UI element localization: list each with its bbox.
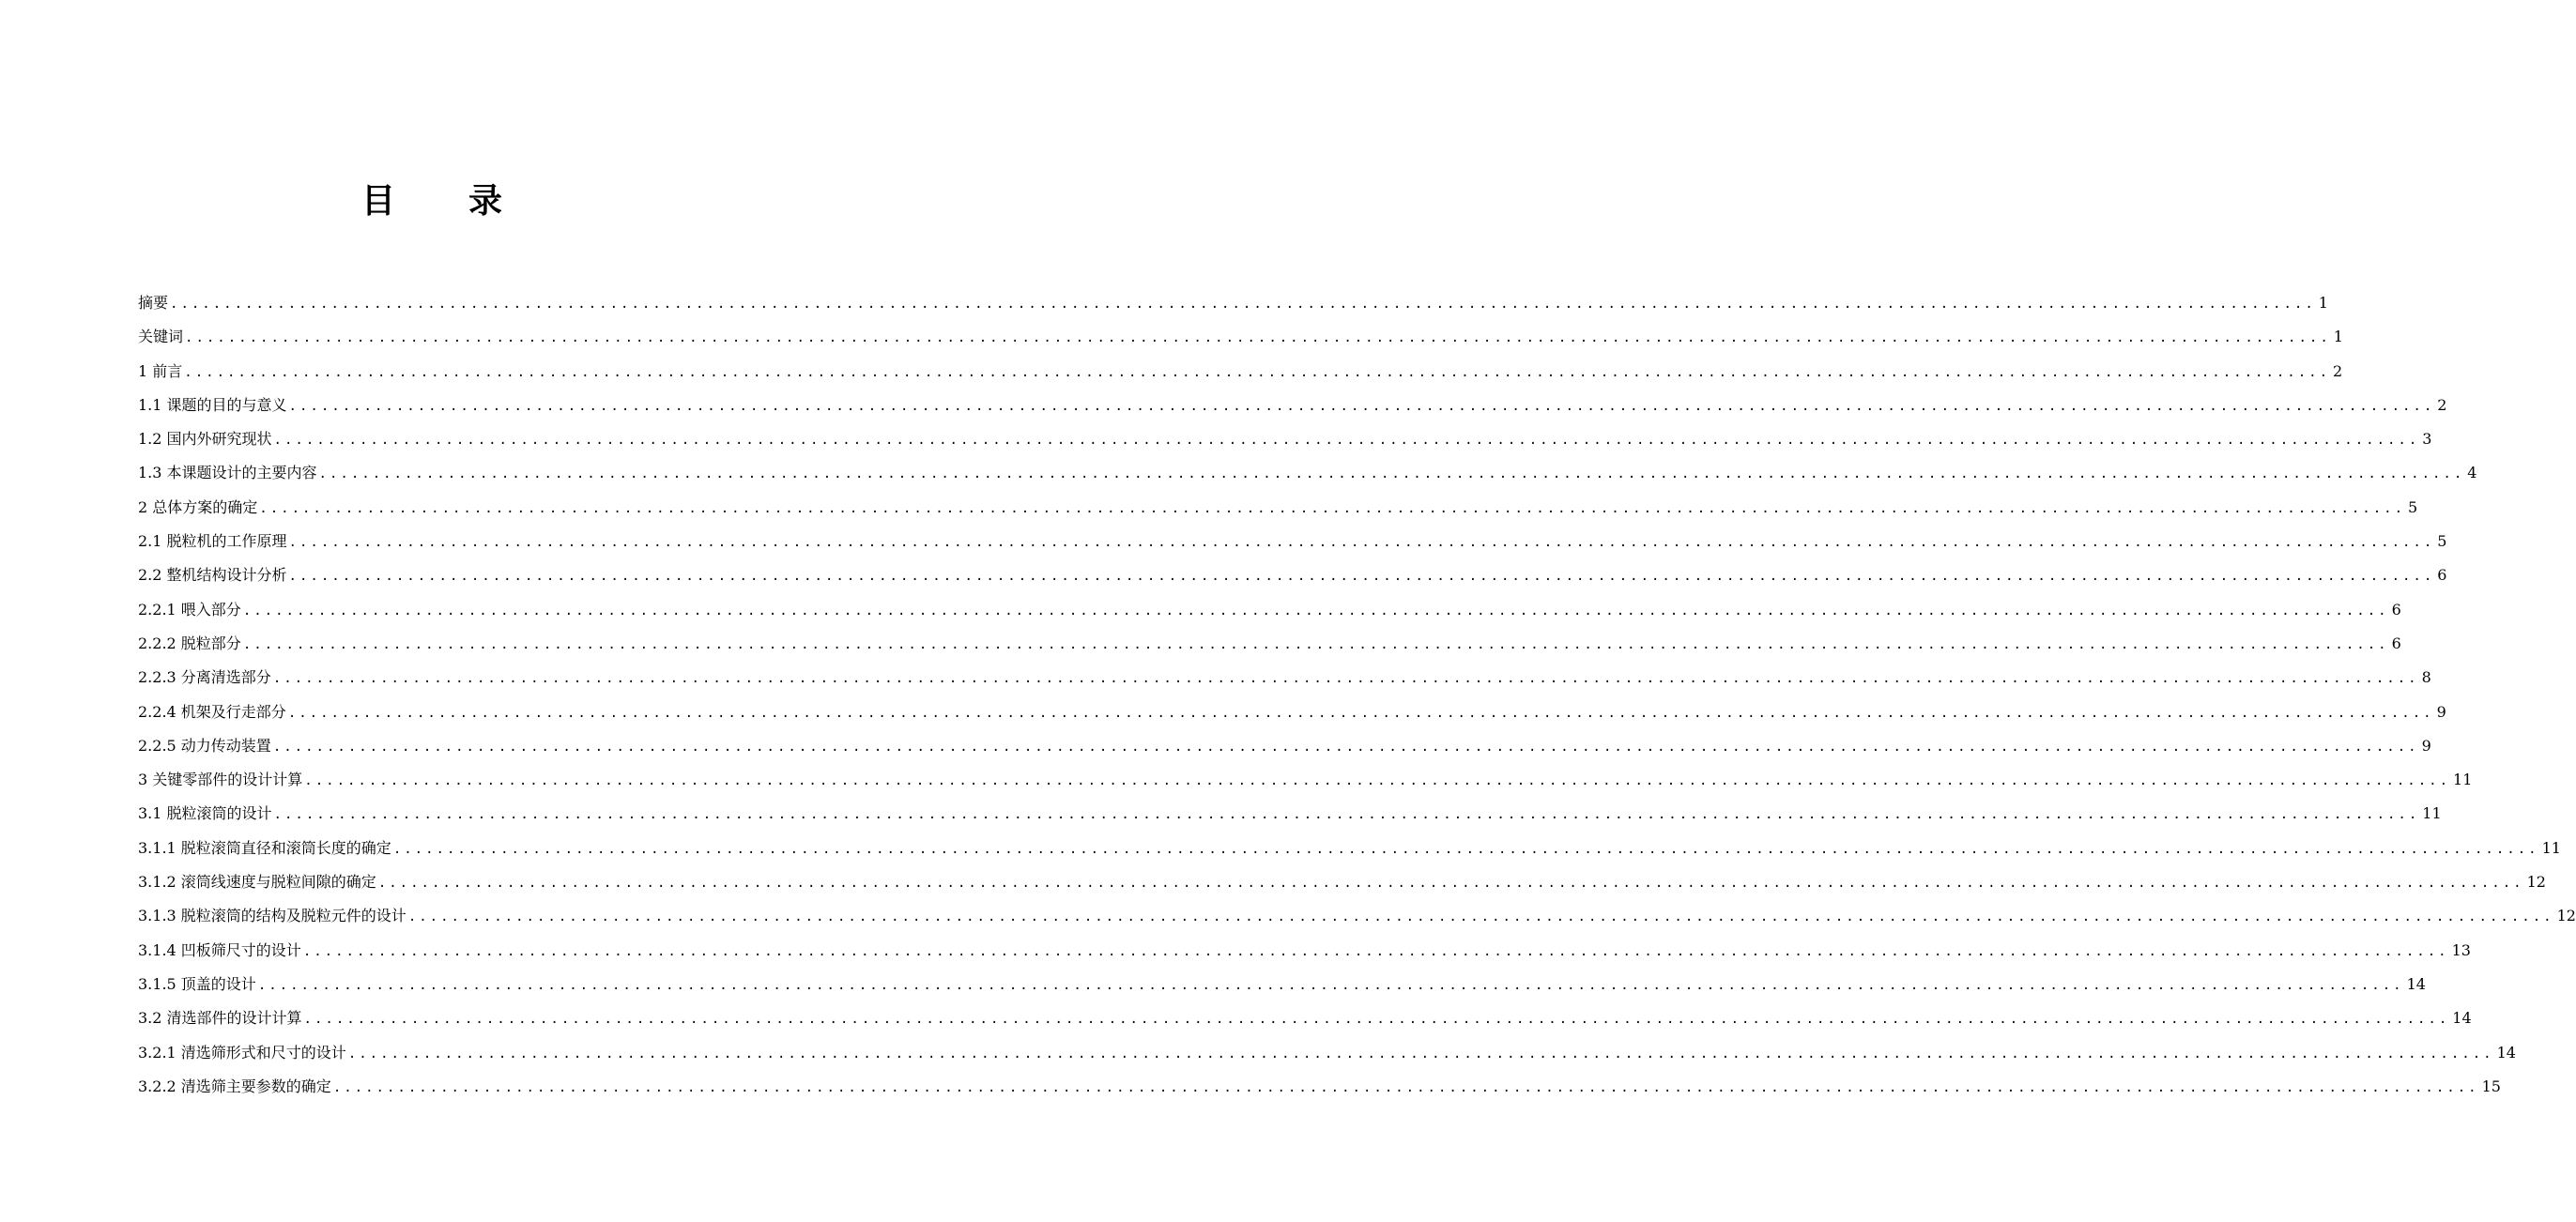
toc-entry-page-number: 12 — [2526, 873, 2546, 892]
toc-leader-dots: ........................................................................................................................................................................................................ — [332, 1079, 2479, 1095]
toc-leader-dots: ........................................................................................................................................................................................................ — [318, 466, 2465, 482]
toc-entry[interactable] — [138, 1001, 2472, 1035]
toc-entry-label: 2.2.5 动力传动装置 — [138, 736, 271, 755]
toc-entry[interactable] — [138, 627, 2401, 661]
toc-leader-dots: ........................................................................................................................................................................................................ — [184, 364, 2331, 380]
toc-entry-page-number: 5 — [2408, 497, 2418, 516]
toc-entry[interactable] — [138, 865, 2546, 899]
toc-entry-page-number: 8 — [2421, 668, 2431, 687]
page-title — [0, 175, 864, 222]
toc-entry-page-number: 14 — [2452, 1009, 2472, 1028]
toc-entry-page-number: 2 — [2333, 361, 2343, 380]
toc-leader-dots: ........................................................................................................................................................................................................ — [288, 398, 2435, 414]
toc-entry[interactable] — [138, 389, 2447, 422]
toc-entry-page-number: 4 — [2467, 464, 2477, 482]
toc-entry-page-number: 13 — [2451, 940, 2471, 959]
toc-entry-page-number: 3 — [2422, 430, 2432, 449]
toc-entry[interactable] — [138, 968, 2426, 1001]
toc-entry-page-number: 1 — [2318, 294, 2328, 312]
toc-leader-dots: ........................................................................................................................................................................................................ — [257, 977, 2404, 993]
toc-leader-dots: ........................................................................................................................................................................................................ — [407, 909, 2554, 925]
toc-entry[interactable] — [138, 899, 2576, 933]
toc-entry-label: 关键词 — [138, 328, 184, 346]
toc-leader-dots: ........................................................................................................................................................................................................ — [273, 807, 2420, 823]
toc-entry[interactable] — [138, 422, 2432, 456]
toc-entry[interactable] — [138, 525, 2447, 558]
toc-entry-label: 2.2.1 喂入部分 — [138, 600, 241, 619]
toc-leader-dots: ........................................................................................................................................................................................................ — [347, 1046, 2494, 1062]
toc-entry-page-number: 12 — [2556, 907, 2576, 925]
toc-leader-dots: ........................................................................................................................................................................................................ — [272, 739, 2419, 755]
toc-entry-page-number: 6 — [2391, 634, 2401, 652]
title-char-1: 目 — [360, 182, 395, 221]
toc-entry[interactable] — [138, 355, 2343, 389]
table-of-contents — [138, 286, 2576, 1104]
toc-leader-dots: ........................................................................................................................................................................................................ — [272, 671, 2419, 687]
toc-entry-page-number: 11 — [2541, 838, 2561, 857]
toc-entry-label: 1 前言 — [138, 361, 183, 380]
toc-leader-dots: ........................................................................................................................................................................................................ — [273, 433, 2420, 449]
toc-entry-label: 3.2.2 清选筛主要参数的确定 — [138, 1077, 331, 1095]
toc-entry-label: 3.1.3 脱粒滚筒的结构及脱粒元件的设计 — [138, 907, 406, 925]
toc-entry[interactable] — [138, 797, 2442, 831]
toc-entry-page-number: 6 — [2391, 600, 2401, 619]
toc-entry-page-number: 14 — [2406, 974, 2426, 993]
toc-entry-label: 2.2.4 机架及行走部分 — [138, 702, 286, 721]
toc-leader-dots: ........................................................................................................................................................................................................ — [302, 943, 2449, 959]
toc-entry[interactable] — [138, 832, 2561, 865]
toc-entry[interactable] — [138, 661, 2431, 695]
toc-leader-dots: ........................................................................................................................................................................................................ — [242, 636, 2389, 652]
toc-entry-page-number: 11 — [2422, 804, 2442, 823]
toc-entry[interactable] — [138, 558, 2447, 592]
toc-entry[interactable] — [138, 593, 2401, 627]
toc-entry[interactable] — [138, 934, 2471, 968]
toc-entry[interactable] — [138, 320, 2343, 354]
toc-entry-label: 3.2 清选部件的设计计算 — [138, 1009, 302, 1028]
toc-leader-dots: ........................................................................................................................................................................................................ — [304, 773, 2451, 789]
toc-leader-dots: ........................................................................................................................................................................................................ — [259, 500, 2406, 516]
toc-entry-label: 1.3 本课题设计的主要内容 — [138, 464, 317, 482]
toc-entry[interactable] — [138, 729, 2431, 763]
toc-entry[interactable] — [138, 763, 2473, 797]
toc-entry-page-number: 9 — [2436, 702, 2446, 721]
toc-entry-page-number: 2 — [2437, 395, 2447, 414]
toc-leader-dots: ........................................................................................................................................................................................................ — [303, 1012, 2450, 1028]
toc-leader-dots: ........................................................................................................................................................................................................ — [242, 603, 2389, 619]
toc-entry[interactable] — [138, 695, 2446, 729]
toc-entry-page-number: 6 — [2437, 566, 2447, 585]
toc-entry[interactable] — [138, 491, 2418, 525]
toc-entry-page-number: 14 — [2496, 1043, 2516, 1062]
toc-entry-page-number: 9 — [2421, 736, 2431, 755]
toc-entry-label: 3.1.4 凹板筛尺寸的设计 — [138, 940, 301, 959]
toc-leader-dots: ........................................................................................................................................................................................................ — [288, 569, 2435, 585]
toc-entry-label: 摘要 — [138, 294, 169, 312]
toc-entry-page-number: 11 — [2453, 771, 2473, 789]
toc-entry-label: 2.1 脱粒机的工作原理 — [138, 532, 287, 551]
toc-entry-label: 2 总体方案的确定 — [138, 497, 258, 516]
toc-leader-dots: ........................................................................................................................................................................................................ — [287, 705, 2434, 721]
toc-entry-label: 2.2 整机结构设计分析 — [138, 566, 287, 585]
toc-leader-dots: ........................................................................................................................................................................................................ — [170, 297, 2316, 312]
toc-entry-page-number: 5 — [2437, 532, 2447, 551]
toc-entry-label: 1.1 课题的目的与意义 — [138, 395, 287, 414]
toc-entry-label: 3.1.1 脱粒滚筒直径和滚筒长度的确定 — [138, 838, 391, 857]
toc-leader-dots: ........................................................................................................................................................................................................ — [377, 876, 2524, 892]
toc-entry-label: 3.2.1 清选筛形式和尺寸的设计 — [138, 1043, 346, 1062]
toc-entry-label: 1.2 国内外研究现状 — [138, 430, 272, 449]
toc-leader-dots: ........................................................................................................................................................................................................ — [288, 535, 2435, 551]
toc-entry-page-number: 1 — [2333, 328, 2343, 346]
toc-leader-dots: ........................................................................................................................................................................................................ — [392, 841, 2539, 857]
toc-entry[interactable] — [138, 1070, 2501, 1104]
toc-entry-page-number: 15 — [2481, 1077, 2501, 1095]
toc-entry-label: 3 关键零部件的设计计算 — [138, 771, 303, 789]
title-char-2: 录 — [468, 182, 503, 221]
toc-entry-label: 2.2.3 分离清选部分 — [138, 668, 271, 687]
toc-entry-label: 3.1.5 顶盖的设计 — [138, 974, 256, 993]
toc-entry[interactable] — [138, 1036, 2516, 1070]
toc-entry[interactable] — [138, 286, 2328, 320]
toc-leader-dots: ........................................................................................................................................................................................................ — [185, 330, 2331, 346]
toc-entry[interactable] — [138, 456, 2477, 490]
toc-entry-label: 3.1.2 滚筒线速度与脱粒间隙的确定 — [138, 873, 376, 892]
toc-entry-label: 3.1 脱粒滚筒的设计 — [138, 804, 272, 823]
toc-entry-label: 2.2.2 脱粒部分 — [138, 634, 241, 652]
